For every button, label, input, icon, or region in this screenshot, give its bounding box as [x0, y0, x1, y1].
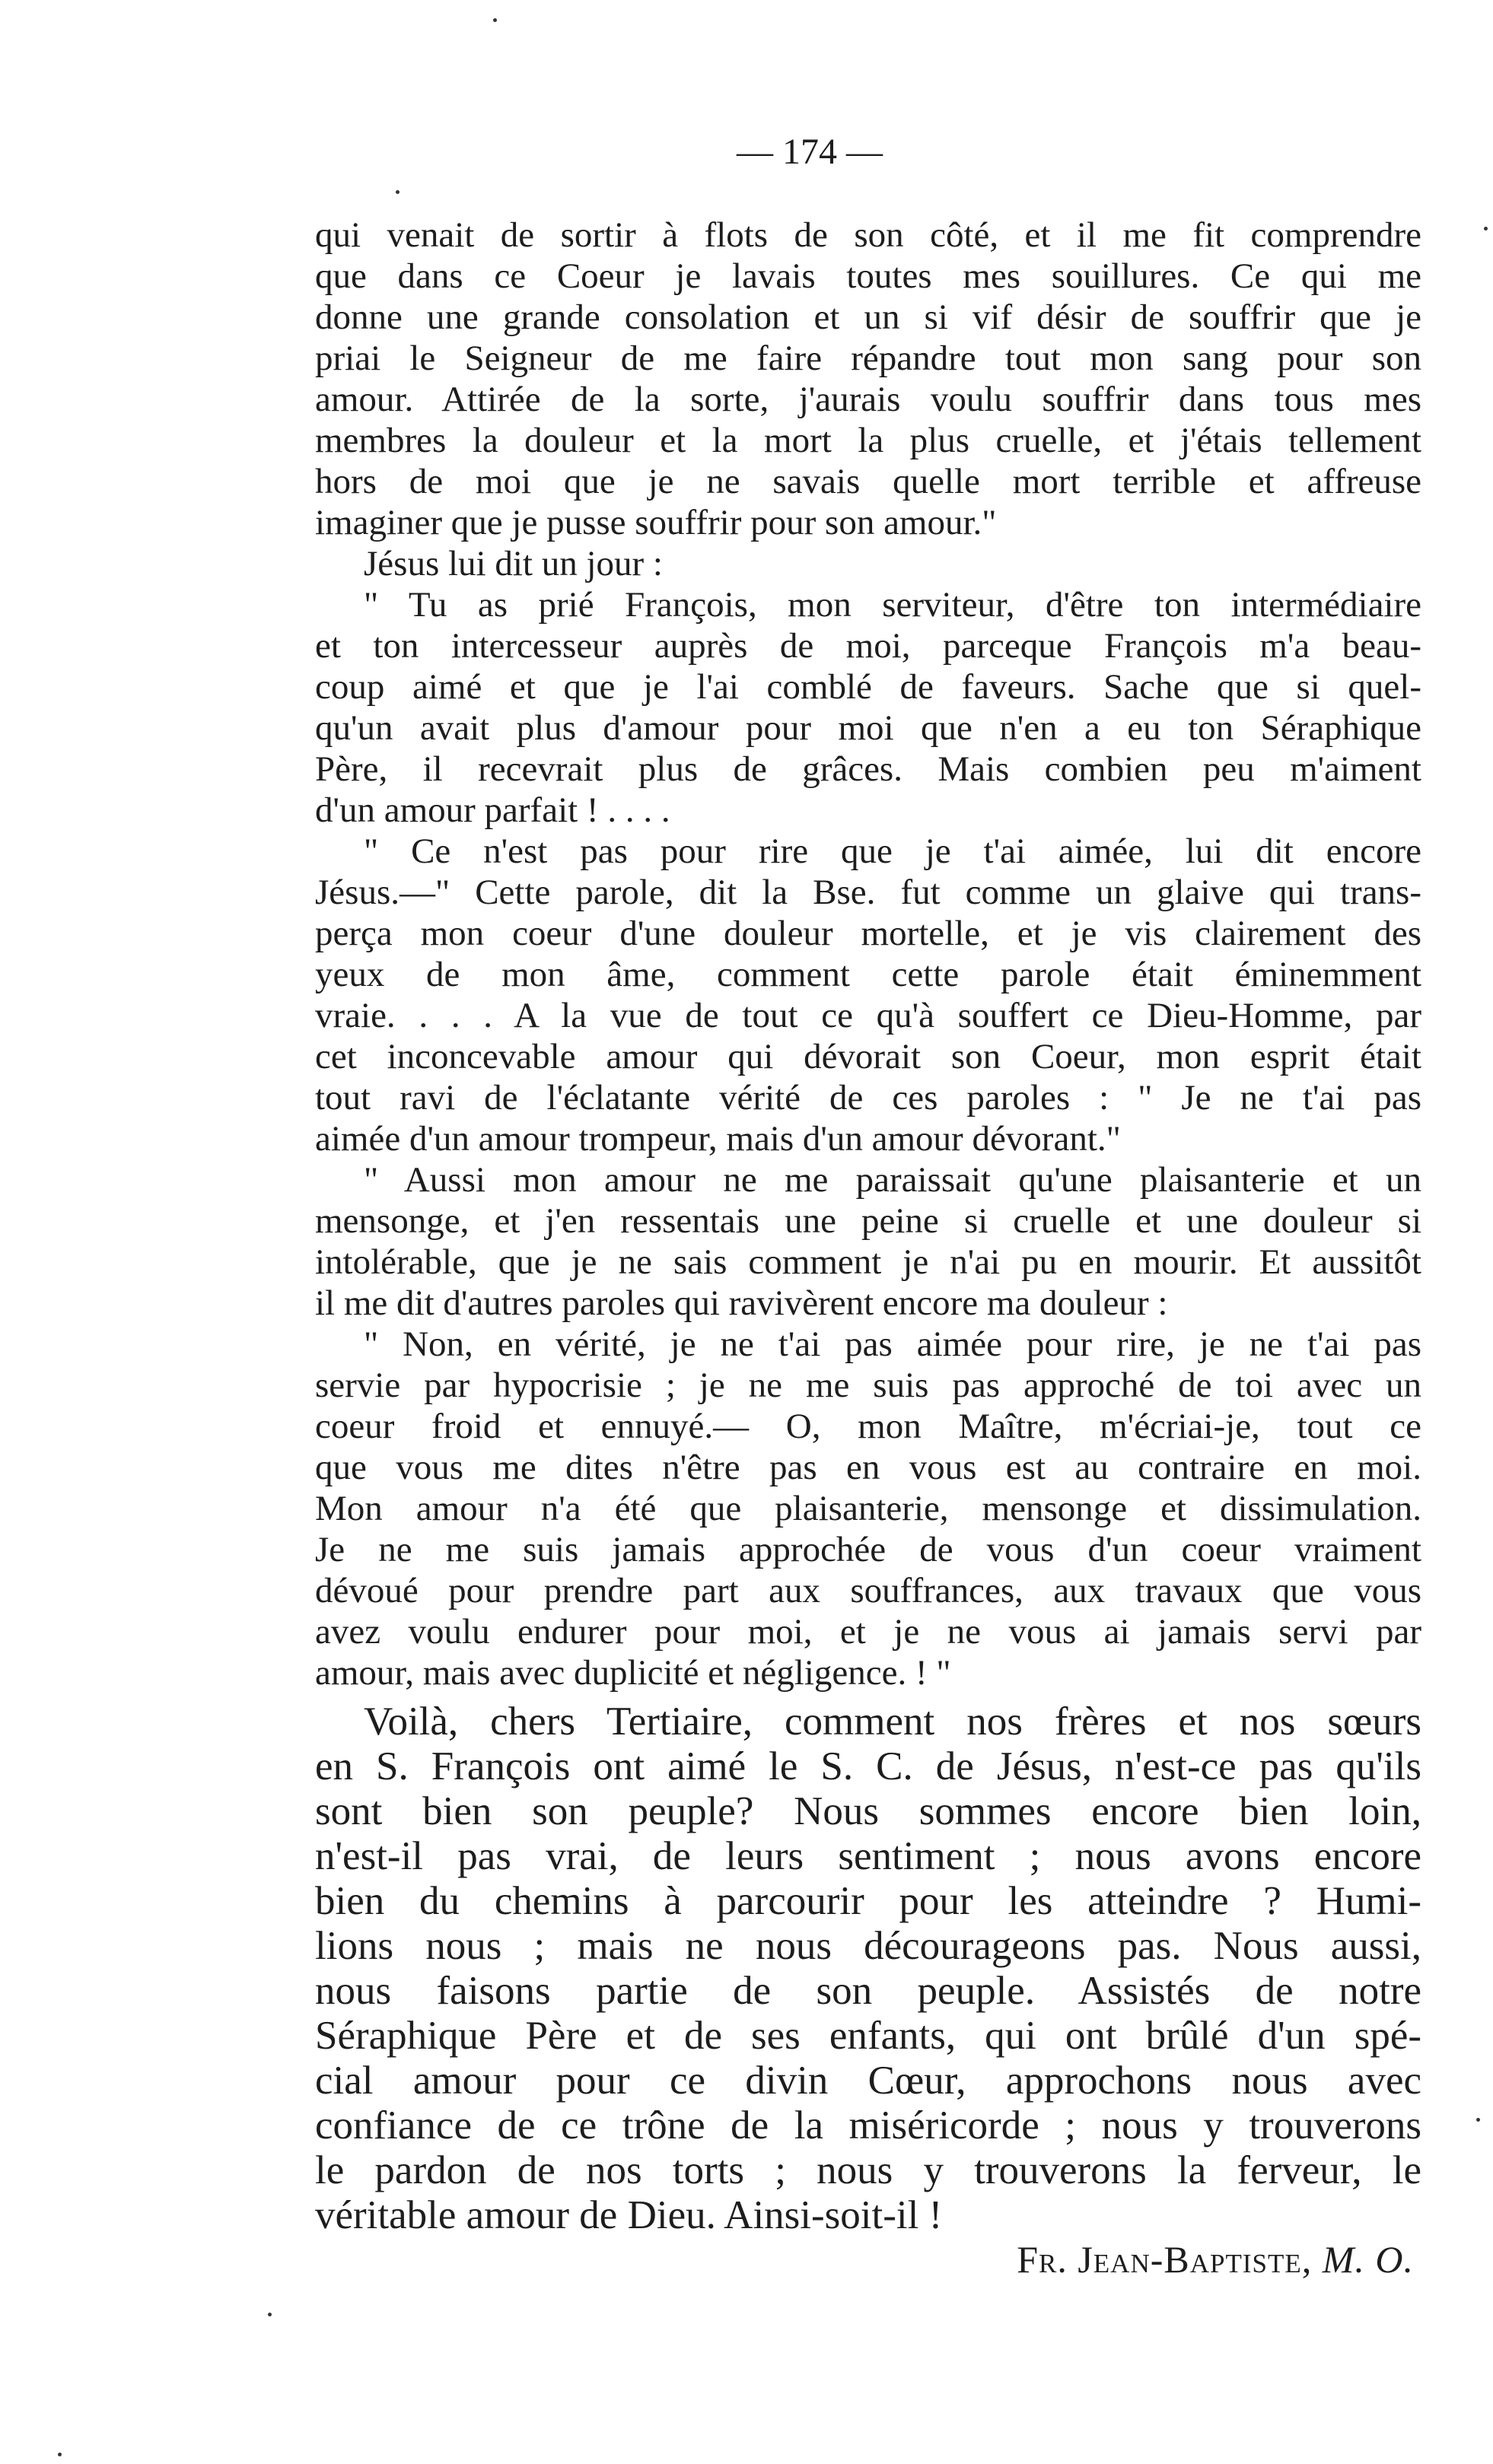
text-line: yeux de mon âme, comment cette parole était éminemment: [315, 955, 1421, 994]
page-number: — 174 —: [737, 132, 883, 172]
text-line: aimée d'un amour trompeur, mais d'un amour dévorant.": [315, 1119, 1121, 1159]
signature-name: Fr. Jean-Baptiste,: [1017, 2238, 1313, 2281]
text-line: donne une grande consolation et un si vif désir de souffrir que je: [315, 297, 1421, 337]
text-line: " Aussi mon amour ne me paraissait qu'une plaisanterie et un: [364, 1160, 1421, 1200]
text-line: confiance de ce trône de la miséricorde ; nous y trouverons: [315, 2103, 1421, 2148]
scan-speck: [1484, 227, 1488, 231]
closing-exhortation: [315, 1699, 1421, 2238]
text-line: tout ravi de l'éclatante vérité de ces paroles : " Je ne t'ai pas: [315, 1078, 1421, 1118]
quoted-passage: [315, 215, 1421, 1693]
text-line: " Non, en vérité, je ne t'ai pas aimée pour rire, je ne t'ai pas: [364, 1324, 1421, 1364]
scan-speck: [493, 18, 497, 22]
text-line: le pardon de nos torts ; nous y trouverons la ferveur, le: [315, 2148, 1421, 2192]
text-line: dévoué pour prendre part aux souffrances, aux travaux que vous: [315, 1571, 1421, 1610]
text-line: cial amour pour ce divin Cœur, approchons nous avec: [315, 2059, 1421, 2103]
text-line: d'un amour parfait ! . . . .: [315, 790, 670, 830]
text-line: coup aimé et que je l'ai comblé de faveurs. Sache que si quel-: [315, 667, 1421, 707]
text-line: " Tu as prié François, mon serviteur, d'être ton intermédiaire: [364, 585, 1421, 625]
scan-speck: [1476, 2118, 1480, 2122]
text-line: membres la douleur et la mort la plus cruelle, et j'étais tellement: [315, 421, 1421, 460]
signature-order: M. O.: [1322, 2238, 1414, 2281]
scan-speck: [396, 190, 400, 194]
text-line: qui venait de sortir à flots de son côté, et il me fit comprendre: [315, 215, 1421, 255]
text-line: imaginer que je pusse souffrir pour son amour.": [315, 503, 997, 542]
text-line: Père, il recevrait plus de grâces. Mais combien peu m'aiment: [315, 749, 1421, 789]
text-line: amour, mais avec duplicité et négligence. ! ": [315, 1653, 951, 1693]
text-line: priai le Seigneur de me faire répandre tout mon sang pour son: [315, 339, 1421, 378]
text-line: lions nous ; mais ne nous décourageons pas. Nous aussi,: [315, 1924, 1421, 1968]
text-line: vraie. . . . A la vue de tout ce qu'à souffert ce Dieu-Homme, par: [315, 996, 1421, 1035]
signature: [315, 2238, 1421, 2281]
text-line: qu'un avait plus d'amour pour moi que n'en a eu ton Séraphique: [315, 708, 1421, 748]
text-line: Jésus lui dit un jour :: [364, 544, 663, 583]
text-line: Jésus.—" Cette parole, dit la Bse. fut comme un glaive qui trans-: [315, 873, 1421, 912]
text-line: " Ce n'est pas pour rire que je t'ai aimée, lui dit encore: [364, 831, 1421, 871]
scan-speck: [58, 2453, 62, 2456]
text-line: Voilà, chers Tertiaire, comment nos frères et nos sœurs: [364, 1699, 1421, 1744]
text-line: véritable amour de Dieu. Ainsi-soit-il !: [315, 2193, 943, 2237]
text-line: en S. François ont aimé le S. C. de Jésus, n'est-ce pas qu'ils: [315, 1744, 1421, 1788]
text-line: sont bien son peuple? Nous sommes encore bien loin,: [315, 1789, 1421, 1833]
text-line: avez voulu endurer pour moi, et je ne vous ai jamais servi par: [315, 1612, 1421, 1652]
text-line: nous faisons partie de son peuple. Assistés de notre: [315, 1969, 1421, 2013]
text-line: il me dit d'autres paroles qui ravivèrent encore ma douleur :: [315, 1283, 1168, 1323]
text-line: et ton intercesseur auprès de moi, parceque François m'a beau-: [315, 626, 1421, 666]
text-line: que vous me dites n'être pas en vous est au contraire en moi.: [315, 1448, 1421, 1487]
text-line: perça mon coeur d'une douleur mortelle, et je vis clairement des: [315, 914, 1421, 953]
text-line: coeur froid et ennuyé.— O, mon Maître, m'écriai-je, tout ce: [315, 1407, 1421, 1446]
text-line: Mon amour n'a été que plaisanterie, mensonge et dissimulation.: [315, 1489, 1421, 1528]
text-line: Je ne me suis jamais approchée de vous d'un coeur vraiment: [315, 1530, 1421, 1569]
text-line: intolérable, que je ne sais comment je n'ai pu en mourir. Et aussitôt: [315, 1242, 1421, 1282]
text-line: que dans ce Coeur je lavais toutes mes souillures. Ce qui me: [315, 256, 1421, 296]
text-line: bien du chemins à parcourir pour les atteindre ? Humi-: [315, 1879, 1421, 1923]
text-line: Séraphique Père et de ses enfants, qui ont brûlé d'un spé-: [315, 2014, 1421, 2058]
scan-speck: [268, 2313, 272, 2316]
body-text: [315, 215, 1421, 2281]
text-line: hors de moi que je ne savais quelle mort terrible et affreuse: [315, 462, 1421, 501]
text-line: n'est-il pas vrai, de leurs sentiment ; nous avons encore: [315, 1834, 1421, 1878]
text-line: amour. Attirée de la sorte, j'aurais voulu souffrir dans tous mes: [315, 380, 1421, 419]
text-line: cet inconcevable amour qui dévorait son Coeur, mon esprit était: [315, 1037, 1421, 1076]
text-line: mensonge, et j'en ressentais une peine si cruelle et une douleur si: [315, 1201, 1421, 1241]
text-line: servie par hypocrisie ; je ne me suis pas approché de toi avec un: [315, 1366, 1421, 1405]
